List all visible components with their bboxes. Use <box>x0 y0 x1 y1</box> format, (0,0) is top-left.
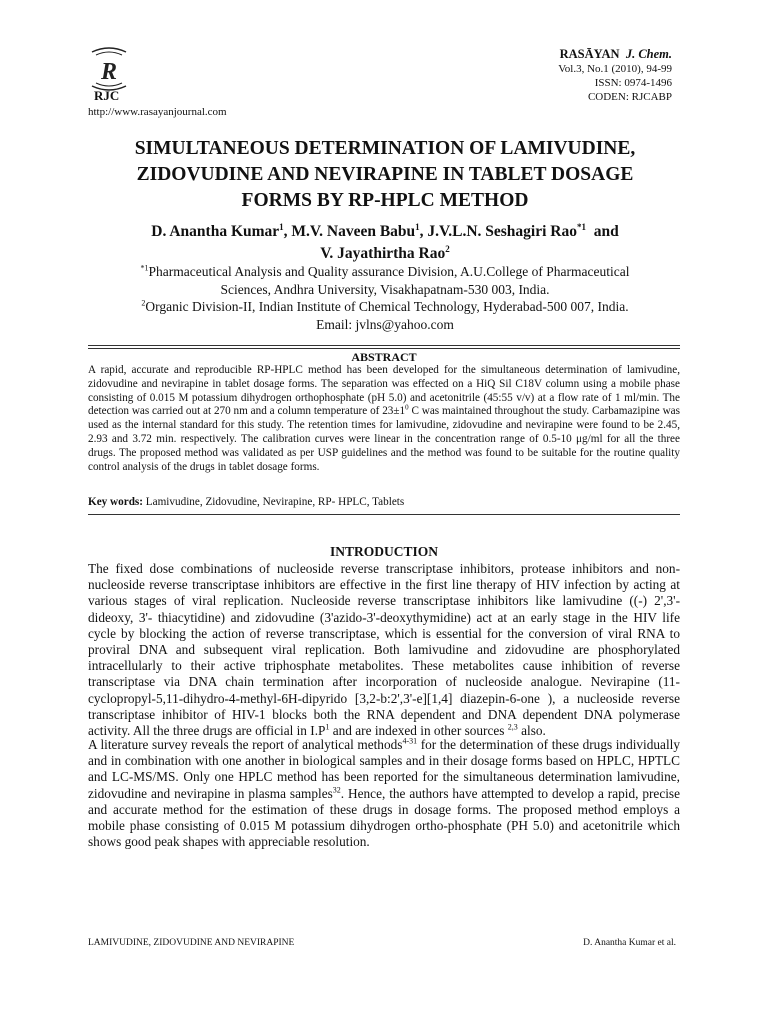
journal-logo-text: RJC <box>94 88 120 103</box>
intro-p1-text-a: The fixed dose combinations of nucleoside reverse transcriptase inhibitors, protease inhibitors and non-nucleoside reverse transcriptase inhibitors are effective in the first line therapy of HIV infection by acting at various stages of viral replication. Nucleoside reverse transcriptase inhibitors like lamivudine ((-) 2',3'- dideoxy, 3'- thiacytidine) and zidovudine (3'azido-3'-deoxythymidine) act at an early stage in the HIV life cycle by blocking the action of reverse transcriptase, which is essential for the conversion of viral RNA to proviral DNA and subsequent viral replication. Both lamivudine and zidovudine are phosphorylated intracellularly to their active triphosphate metabolites. These metabolites cause inhibition of reverse transcriptase via DNA chain termination after incorporation of nucleoside analogue. Nevirapine (11-cyclopropyl-5,11-dihydro-4-methyl-6H-dipyrido [3,2-b:2',3'-e][1,4] diazepin-6-one ), a nucleoside reverse transcriptase inhibitor of HIV-1 blocks both the RNA dependent and DNA dependent DNA polymerase activity. All the three drugs are official in I.P <box>88 561 680 739</box>
title-line-3: FORMS BY RP-HPLC METHOD <box>241 190 529 211</box>
journal-logo-icon <box>88 46 130 92</box>
abstract-body <box>88 364 680 474</box>
author-3: , J.V.L.N. Seshagiri Rao <box>419 223 577 240</box>
author-2: , M.V. Naveen Babu <box>283 223 416 240</box>
intro-p1-sup-2: 2,3 <box>507 722 518 732</box>
journal-url[interactable]: http://www.rasayanjournal.com <box>88 106 227 118</box>
abstract-bottom-rule <box>88 514 680 515</box>
abstract-top-rule <box>88 345 680 346</box>
abstract-heading: ABSTRACT <box>351 350 417 364</box>
author-3-sup: *1 <box>576 221 586 232</box>
intro-p2-sup-2: 32 <box>332 785 341 795</box>
author-4: V. Jayathirtha Rao <box>320 245 446 262</box>
author-1: D. Anantha Kumar <box>151 223 280 240</box>
keywords-list: Lamivudine, Zidovudine, Nevirapine, RP- HPLC, Tablets <box>143 496 405 508</box>
intro-p2-text-b: for the determination of these drugs individually and in combination with one another in biological samples and in their dosage forms based on HPLC, HPTLC and LC-MS/MS. Only one HPLC method has been reported for the simultaneous determination lamivudine, zidovudine and nevirapine in plasma samples <box>88 737 680 801</box>
introduction-heading: INTRODUCTION <box>329 544 438 559</box>
footer-author: D. Anantha Kumar et al. <box>583 938 676 948</box>
journal-issn: ISSN: 0974-1496 <box>594 77 672 89</box>
abstract-top-rule-2 <box>88 348 680 349</box>
abstract-text-1: A rapid, accurate and reproducible RP-HPLC method has been developed for the simultaneous determination of lamivudine, zidovudine and nevirapine in tablet dosage forms. The separation was effected on a HiQ Sil C18V column using a mobile phase consisting of 0.015 M potassium dihydrogen orthophosphate (pH 5.0) and acetonitrile (45:55 v/v) at a flow rate of 1 ml/min. The detection was carried out at 270 nm and a column temperature of 23±1 <box>88 364 680 418</box>
aff1-line2: Sciences, Andhra University, Visakhapatnam-530 003, India. <box>220 281 550 297</box>
aff1-line1: Pharmaceutical Analysis and Quality assurance Division, A.U.College of Pharmaceutical <box>148 264 630 279</box>
keywords <box>88 496 680 508</box>
journal-name: RASĀYAN <box>559 47 620 61</box>
introduction-paragraph-1 <box>88 561 680 739</box>
keywords-label: Key words: <box>88 496 143 508</box>
aff2-sup: 2 <box>141 298 146 308</box>
abstract-degree-sup: 0 <box>405 403 409 412</box>
intro-p2-sup-1: 4-31 <box>402 736 418 746</box>
title-line-1: SIMULTANEOUS DETERMINATION OF LAMIVUDINE, <box>134 138 636 159</box>
author-and: and <box>585 223 619 240</box>
aff2-line: Organic Division-II, Indian Institute of Chemical Technology, Hyderabad-500 007, India. <box>145 299 629 314</box>
intro-p2-text-a: A literature survey reveals the report of analytical methods <box>88 737 403 752</box>
author-1-sup: 1 <box>279 221 284 232</box>
intro-p2-text-c: . Hence, the authors have attempted to develop a rapid, precise and accurate method for the estimation of these drugs in dosage forms. The proposed method employs a mobile phase consisting of 0.015 M potassium dihydrogen ortho-phosphate (PH 5.0) and acetonitrile which shows good peak shapes with appreciable resolution. <box>88 785 680 850</box>
journal-info <box>558 46 672 104</box>
abstract-text-2: C was maintained throughout the study. Carbamazipine was used as the internal standard for this study. The retention times for lamivudine, zidovudine and nevirapine were found to be 2.45, 2.93 and 3.72 min. respectively. The calibration curves were linear in the concentration range of 0.5-10 μg/ml for all the three drugs. The proposed method was validated as per USP guidelines and the method was found to be suitable for the routine quality control analysis of the drugs in tablet dosage forms. <box>88 405 680 473</box>
journal-title <box>558 46 672 62</box>
author-list <box>90 221 680 265</box>
footer-running-title: LAMIVUDINE, ZIDOVUDINE AND NEVIRAPINE <box>88 938 295 948</box>
svg-text:R: R <box>100 59 118 85</box>
author-4-sup: 2 <box>445 243 450 254</box>
aff1-sup: *1 <box>140 263 149 273</box>
introduction-paragraph-2 <box>88 737 680 850</box>
intro-p1-text-c: also. <box>517 723 546 739</box>
journal-abbr: J. Chem. <box>625 47 672 61</box>
journal-volume: Vol.3, No.1 (2010), 94-99 <box>558 63 672 75</box>
title-line-2: ZIDOVUDINE AND NEVIRAPINE IN TABLET DOSAGE <box>136 164 634 185</box>
paper-title <box>90 136 680 214</box>
journal-coden: CODEN: RJCABP <box>587 91 672 103</box>
author-2-sup: 1 <box>415 221 420 232</box>
intro-p1-text-b: and are indexed in other sources <box>329 723 508 739</box>
affiliations <box>80 263 690 333</box>
author-email[interactable]: Email: jvlns@yahoo.com <box>316 316 454 332</box>
intro-p1-sup-1: 1 <box>325 722 330 732</box>
